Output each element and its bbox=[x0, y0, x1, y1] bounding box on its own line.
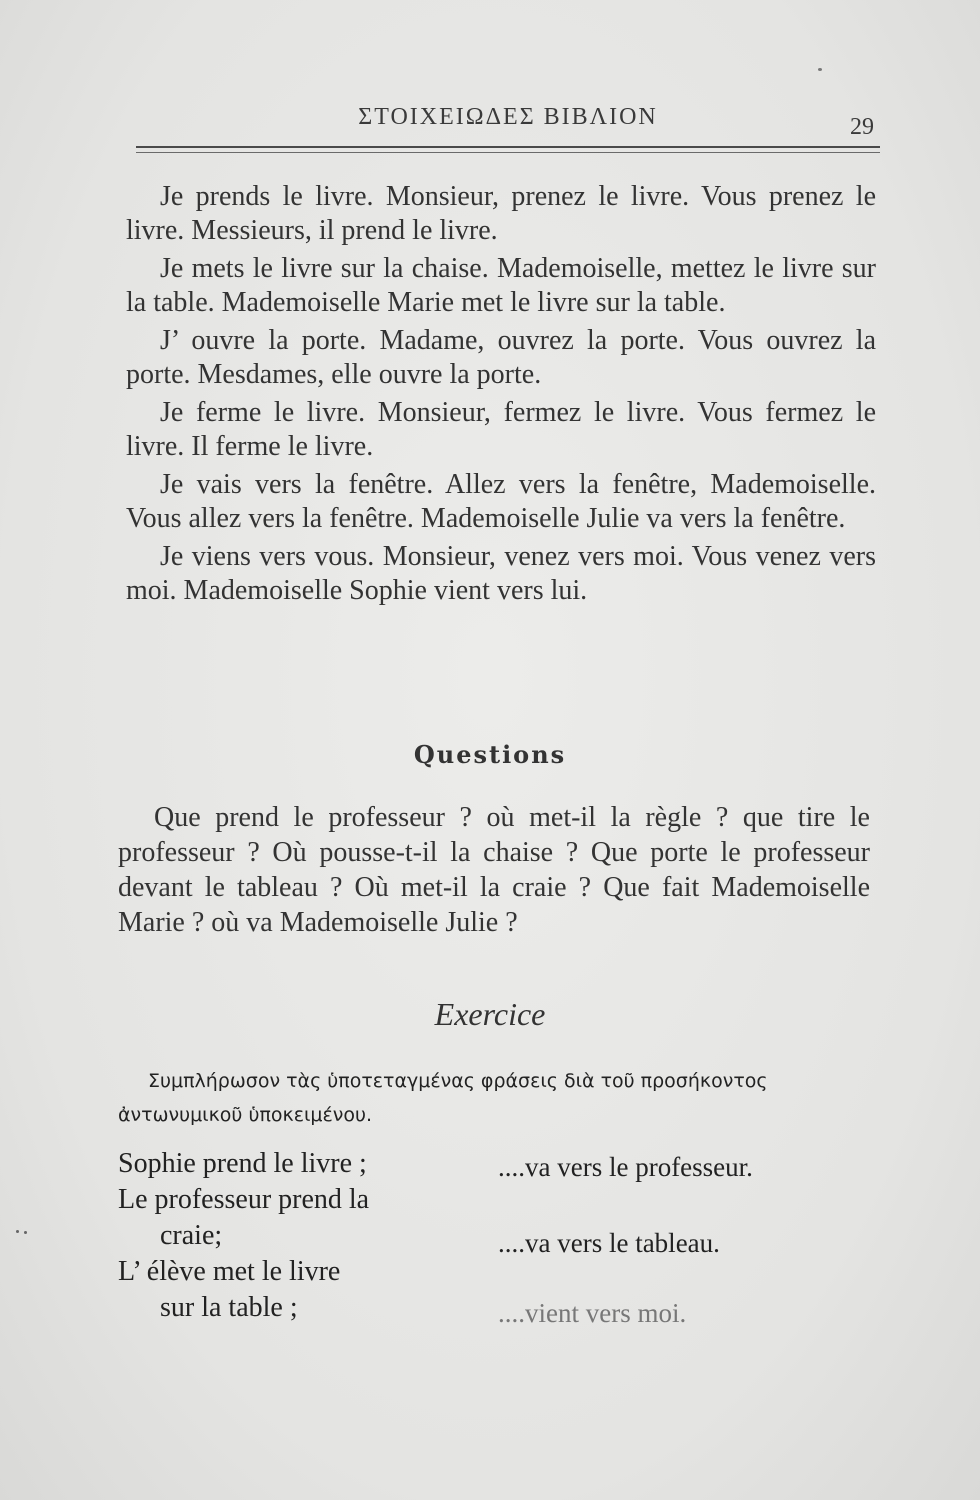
lesson-text bbox=[126, 180, 876, 612]
margin-specks bbox=[16, 1228, 32, 1236]
page-number: 29 bbox=[850, 114, 874, 140]
exercise-blank: ....va vers le professeur. bbox=[498, 1152, 753, 1182]
exercise-sentence: Sophie prend le livre ; bbox=[118, 1148, 367, 1179]
ink-speck bbox=[818, 68, 822, 71]
exercise-sentences bbox=[118, 1146, 438, 1326]
exercise-heading: Exercice bbox=[434, 996, 546, 1032]
paragraph: Je mets le livre sur la chaise. Mademoiselle, mettez le livre sur la table. Mademoiselle Marie met le livre sur la table. bbox=[126, 253, 876, 318]
questions-heading: Questions bbox=[413, 740, 567, 769]
header-rule-thin bbox=[136, 152, 880, 153]
exercise-instruction: Συμπλήρωσον τὰς ὑποτεταγμένας φράσεις διὰ τοῦ προσήκοντος ἀντωνυμικοῦ ὑποκειμένου. bbox=[118, 1070, 768, 1126]
paragraph: Je ferme le livre. Monsieur, fermez le livre. Vous fermez le livre. Il ferme le livre. bbox=[126, 397, 876, 462]
exercise-sentence: craie; bbox=[160, 1220, 223, 1251]
running-header bbox=[136, 104, 880, 144]
questions-text: Que prend le professeur ? où met-il la règle ? que tire le professeur ? Où pousse-t-il la chaise ? Que porte le professeur devant le tableau ? Où met-il la craie ? Que fait Mademoiselle Marie ? où va Mademoiselle Julie ? bbox=[118, 802, 870, 938]
running-title: ΣΤΟΙΧΕΙΩΔΕΣ ΒΙΒΛΙΟΝ bbox=[358, 104, 658, 130]
paragraph: J’ ouvre la porte. Madame, ouvrez la porte. Vous ouvrez la porte. Mesdames, elle ouvre la porte. bbox=[126, 325, 876, 390]
exercise-blank: ....va vers le tableau. bbox=[498, 1228, 720, 1258]
ink-speck bbox=[24, 1231, 27, 1234]
paragraph: Je prends le livre. Monsieur, prenez le livre. Vous prenez le livre. Messieurs, il prend le livre. bbox=[126, 181, 876, 246]
exercise-sentence: L’ élève met le livre bbox=[118, 1256, 341, 1287]
paragraph: Je vais vers la fenêtre. Allez vers la fenêtre, Mademoiselle. Vous allez vers la fenêtre. Mademoiselle Julie va vers la fenêtre. bbox=[126, 469, 876, 534]
header-rule bbox=[136, 146, 880, 148]
exercise-sentence: sur la table ; bbox=[160, 1292, 298, 1323]
paragraph: Je viens vers vous. Monsieur, venez vers moi. Vous venez vers moi. Mademoiselle Sophie vient vers lui. bbox=[126, 541, 876, 606]
exercise-blank: ....vient vers moi. bbox=[498, 1298, 687, 1328]
ink-speck bbox=[16, 1230, 19, 1233]
exercise-sentence: Le professeur prend la bbox=[118, 1184, 370, 1215]
